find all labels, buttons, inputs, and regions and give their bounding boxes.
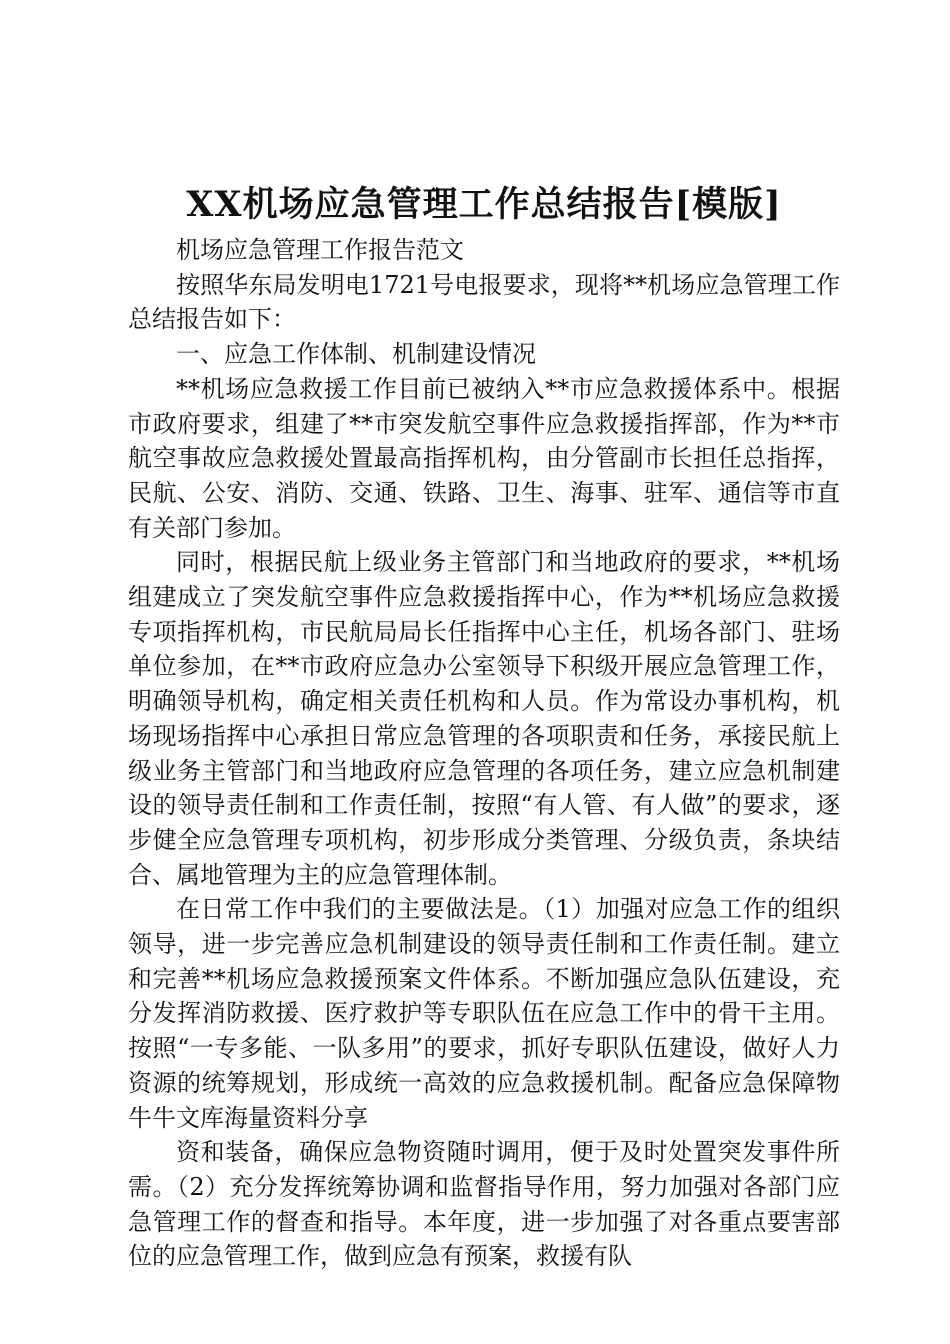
paragraph-intro: 按照华东局发明电1721号电报要求，现将**机场应急管理工作总结报告如下：: [128, 270, 840, 334]
paragraph-2: 同时，根据民航上级业务主管部门和当地政府的要求，**机场组建成立了突发航空事件应急救援指挥中心，作为**机场应急救援专项指挥机构，市民航局局长任指挥中心主任，机场各部门、驻场单位参加，在**市政府应急办公室领导下积级开展应急管理工作，明确领导机构，确定相关责任机构和人员。作为常设办事机构，机场现场指挥中心承担日常应急管理的各项职责和任务，承接民航上级业务主管部门和当地政府应急管理的各项任务，建立应急机制建设的领导责任制和工作责任制，按照“有人管、有人做”的要求，逐步健全应急管理专项机构，初步形成分类管理、分级负责，条块结合、属地管理为主的应急管理体制。: [128, 548, 840, 889]
paragraph-4: 资和装备，确保应急物资随时调用，便于及时处置突发事件所需。（2）充分发挥统筹协调和监督指导作用，努力加强对各部门应急管理工作的督查和指导。本年度，进一步加强了对各重点要害部位的应急管理工作，做到应急有预案，救援有队: [128, 1138, 840, 1271]
document-body: [128, 233, 840, 1274]
section-heading-1: 一、应急工作体制、机制建设情况: [176, 340, 536, 369]
paragraph-3: 在日常工作中我们的主要做法是。（1）加强对应急工作的组织领导，进一步完善应急机制建设的领导责任制和工作责任制。建立和完善**机场应急救援预案文件体系。不断加强应急队伍建设，充分发挥消防救援、医疗救护等专职队伍在应急工作中的骨干主用。按照“一专多能、一队多用”的要求，抓好专职队伍建设，做好人力资源的统筹规划，形成统一高效的应急救援机制。配备应急保障物牛牛文库海量资料分享: [128, 895, 840, 1132]
paragraph-1: **机场应急救援工作目前已被纳入**市应急救援体系中。根据市政府要求，组建了**市突发航空事件应急救援指挥部，作为**市航空事故应急救援处置最高指挥机构，由分管副市长担任总指挥，民航、公安、消防、交通、铁路、卫生、海事、驻军、通信等市直有关部门参加。: [128, 374, 840, 542]
paragraph-subtitle: 机场应急管理工作报告范文: [176, 236, 464, 264]
document-title: XX机场应急管理工作总结报告[模版]: [186, 184, 782, 225]
